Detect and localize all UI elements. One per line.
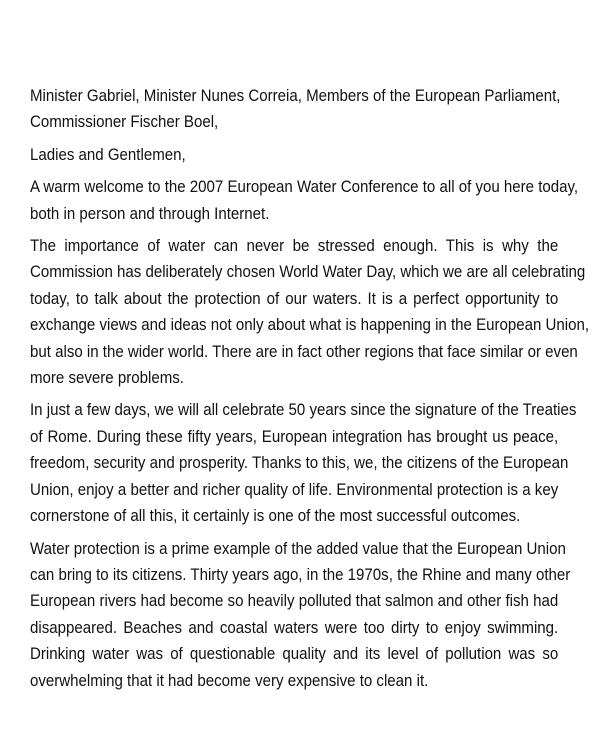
text-line: The importance of water can never be stressed enough. This is why the	[30, 237, 559, 256]
text-line: overwhelming that it had become very expensive to clean it.	[30, 671, 429, 690]
text-line: European rivers had become so heavily polluted that salmon and other fish had	[30, 592, 559, 611]
paragraph-salutation-officials	[30, 83, 561, 136]
text-line: Ladies and Gentlemen,	[30, 145, 186, 164]
text-line: cornerstone of all this, it certainly is one of the most successful outcomes.	[30, 507, 521, 526]
paragraph-welcome	[30, 174, 579, 227]
text-line: Minister Gabriel, Minister Nunes Correia, Members of the European Parliament,	[30, 87, 561, 105]
text-line: can bring to its citizens. Thirty years ago, in the 1970s, the Rhine and many other	[30, 565, 571, 584]
text-line: Commission has deliberately chosen World Water Day, which we are all celebrating	[30, 263, 586, 282]
text-line: today, to talk about the protection of our waters. It is a perfect opportunity to	[30, 289, 559, 308]
text-line: both in person and through Internet.	[30, 204, 270, 223]
text-line: freedom, security and prosperity. Thanks to this, we, the citizens of the European	[30, 454, 569, 473]
paragraph-salutation-audience	[30, 142, 558, 168]
text-line: of Rome. During these fifty years, European integration has brought us peace,	[30, 427, 559, 446]
text-line: A warm welcome to the 2007 European Water Conference to all of you here today,	[30, 178, 579, 197]
text-line: Drinking water was of questionable quality and its level of pollution was so	[30, 645, 559, 664]
text-line: more severe problems.	[30, 369, 184, 388]
paragraph-water-protection	[30, 536, 571, 694]
text-line: Commissioner Fischer Boel,	[30, 113, 219, 132]
paragraph-treaties-of-rome	[30, 397, 577, 529]
text-line: In just a few days, we will all celebrate 50 years since the signature of the Treaties	[30, 401, 577, 420]
document-body	[30, 83, 590, 700]
paragraph-importance-of-water	[30, 233, 590, 391]
text-line: disappeared. Beaches and coastal waters were too dirty to enjoy swimming.	[30, 618, 559, 637]
text-line: exchange views and ideas not only about what is happening in the European Union,	[30, 316, 590, 335]
text-line: Union, enjoy a better and richer quality of life. Environmental protection is a key	[30, 480, 559, 499]
text-line: Water protection is a prime example of the added value that the European Union	[30, 539, 566, 558]
text-line: but also in the wider world. There are in fact other regions that face similar or even	[30, 342, 578, 361]
